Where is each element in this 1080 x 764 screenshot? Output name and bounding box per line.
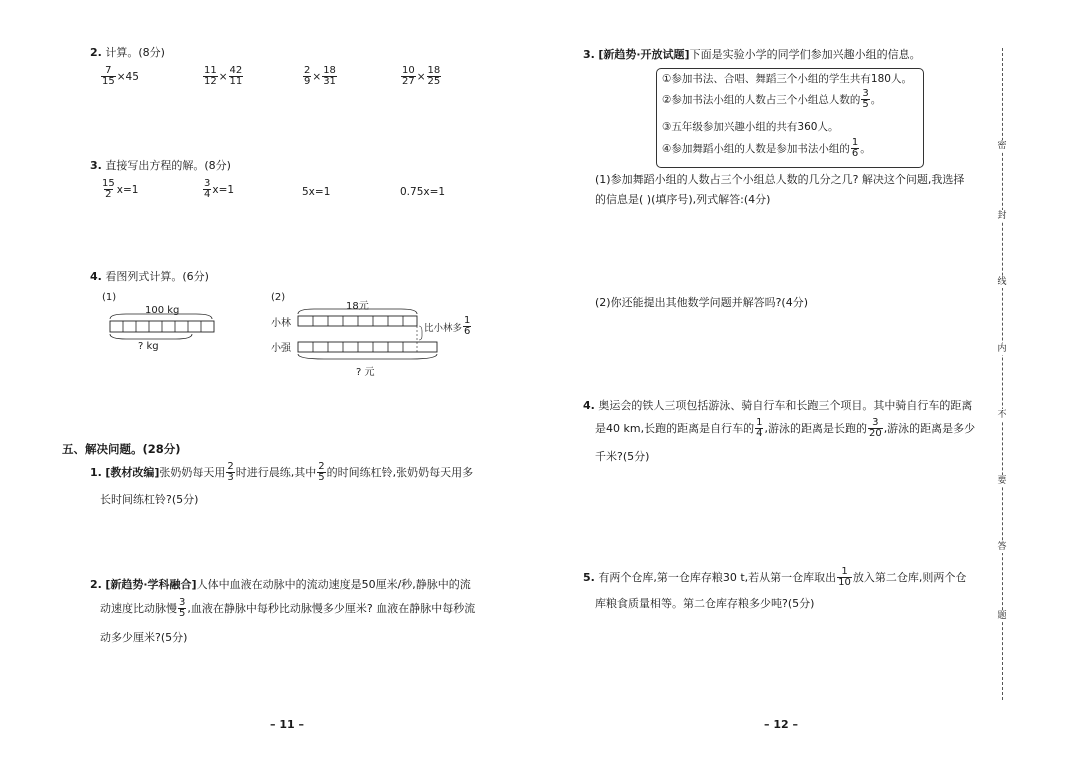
problem-2-line-2 [100, 598, 475, 619]
numerator: 42 [229, 65, 243, 76]
numerator: 18 [427, 65, 441, 76]
numerator: 2 [304, 65, 311, 76]
fraction [178, 598, 186, 619]
denominator: 11 [229, 76, 243, 87]
diagram-2-bottom-label: ? 元 [356, 367, 375, 378]
numerator: 7 [105, 65, 112, 76]
question-2-title [90, 45, 165, 61]
fraction [401, 66, 416, 87]
problem-text: 有两个仓库,第一仓库存粮30 t,若从第一仓库取出 [598, 570, 837, 584]
binding-char: 线 [997, 277, 1007, 287]
equation-rest: x=1 [212, 183, 235, 196]
problem-1-line-1 [90, 462, 473, 483]
fraction [101, 179, 116, 200]
equation-item-4: 0.75x=1 [400, 186, 446, 198]
right-question-4-line-1 [583, 398, 972, 414]
question-3-title [90, 158, 231, 174]
denominator: 6 [851, 148, 859, 159]
fraction [463, 316, 471, 337]
fraction [322, 66, 337, 87]
problem-text: ,游泳的距离是多少 [883, 421, 976, 435]
problem-text: ,游泳的距离是长跑的 [764, 421, 867, 435]
operator: ×45 [116, 70, 139, 83]
operator: × [416, 70, 426, 83]
section-5-heading: 五、解决问题。(28分) [62, 442, 181, 456]
fraction [837, 567, 852, 588]
problem-text: ,血液在静脉中每秒比动脉慢多少厘米? 血液在静脉中每秒流 [187, 601, 476, 615]
binding-char: 内 [997, 344, 1007, 354]
fraction [303, 66, 311, 87]
info-text: ②参加书法小组的人数占三个小组总人数的 [662, 94, 861, 106]
question-tag: [新趋势·学科融合] [105, 578, 197, 591]
denominator: 5 [862, 99, 869, 110]
fraction [427, 66, 442, 87]
numerator: 3 [179, 597, 186, 608]
diagram-1-top-label: 100 kg [145, 305, 180, 316]
question-text: 看图列式计算。(6分) [105, 270, 209, 283]
problem-text: 时进行晨练,其中 [235, 465, 317, 479]
numerator: 3 [872, 417, 879, 428]
denominator: 5 [179, 608, 186, 619]
diagram-2-label: (2) [271, 292, 286, 303]
diagram-2-note [424, 316, 472, 337]
denominator: 5 [318, 472, 325, 483]
denominator: 6 [464, 326, 471, 337]
info-line-4 [662, 138, 871, 159]
sub-question-1-line-2: 的信息是( )(填序号),列式解答:(4分) [595, 193, 771, 206]
question-number: 3. [583, 48, 595, 61]
problem-text: 人体中血液在动脉中的流动速度是50厘米/秒,静脉中的流 [196, 578, 471, 591]
denominator: 25 [427, 76, 441, 87]
denominator: 3 [227, 472, 234, 483]
calc-item-3 [302, 66, 338, 87]
denominator: 10 [838, 577, 851, 588]
operator: × [218, 70, 228, 83]
fraction [226, 462, 234, 483]
denominator: 4 [756, 428, 763, 439]
question-text: 直接写出方程的解。(8分) [105, 159, 231, 172]
page-number-left: – 11 – [270, 718, 304, 731]
numerator: 15 [102, 178, 115, 189]
question-text: 下面是实验小学的同学们参加兴趣小组的信息。 [689, 48, 921, 61]
denominator: 20 [868, 428, 882, 439]
numerator: 11 [204, 65, 217, 76]
question-number: 4. [90, 270, 102, 283]
calc-item-4 [400, 66, 442, 87]
numerator: 10 [402, 65, 415, 76]
fraction [868, 418, 883, 439]
diagram-2-top-label: 18元 [346, 301, 369, 312]
fraction [851, 138, 859, 159]
sub-question-1-line-1: (1)参加舞蹈小组的人数占三个小组总人数的几分之几? 解决这个问题,我选择 [595, 173, 965, 186]
problem-text: 张奶奶每天用 [159, 465, 226, 479]
binding-char: 不 [997, 410, 1007, 420]
problem-text: 的时间练杠铃,张奶奶每天用多 [326, 465, 474, 479]
equation-item-2 [202, 179, 234, 200]
problem-text: 动速度比动脉慢 [100, 601, 177, 615]
info-text-end: 。 [860, 143, 871, 155]
problem-2-line-1 [90, 577, 471, 593]
numerator: 18 [323, 65, 336, 76]
question-4-title [90, 269, 209, 285]
fraction [203, 66, 218, 87]
problem-text: 奥运会的铁人三项包括游泳、骑自行车和长跑三个项目。其中骑自行车的距离 [598, 399, 973, 412]
diagram-1-label: (1) [102, 292, 117, 303]
info-line-1 [662, 71, 912, 86]
denominator: 31 [323, 76, 336, 87]
equation-item-1 [100, 179, 138, 200]
fraction [317, 462, 325, 483]
info-text: ④参加舞蹈小组的人数是参加书法小组的 [662, 143, 850, 155]
right-question-3-title [583, 47, 921, 63]
diagram-1-bar [106, 312, 218, 344]
info-text: ③五年级参加兴趣小组的共有360人。 [662, 121, 839, 133]
right-question-4-line-3: 千米?(5分) [595, 450, 650, 463]
fraction [101, 66, 116, 87]
problem-1-line-2: 长时间练杠铃?(5分) [100, 493, 199, 506]
question-text: 计算。(8分) [105, 46, 165, 59]
denominator: 15 [102, 76, 115, 87]
numerator: 1 [851, 137, 859, 148]
page-number-right: – 12 – [764, 718, 798, 731]
numerator: 1 [464, 315, 471, 326]
numerator: 3 [862, 88, 869, 99]
info-line-2 [662, 89, 881, 110]
numerator: 1 [841, 566, 848, 577]
question-number: 4. [583, 399, 595, 412]
binding-char: 要 [997, 476, 1007, 486]
question-number: 2. [90, 578, 102, 591]
question-number: 3. [90, 159, 102, 172]
info-text-end: 。 [870, 94, 882, 106]
row-label-xiaoqiang: 小强 [271, 343, 291, 354]
binding-char: 密 [997, 141, 1007, 151]
equation-rest: x=1 [116, 183, 139, 196]
equation-item-3: 5x=1 [302, 186, 331, 198]
fraction [861, 89, 869, 110]
info-line-3 [662, 119, 838, 134]
numerator: 3 [204, 178, 211, 189]
question-tag: [新趋势·开放试题] [598, 48, 690, 61]
right-question-4-line-2 [595, 418, 975, 439]
question-number: 5. [583, 570, 595, 584]
right-question-5-line-2: 库粮食质量相等。第二仓库存粮多少吨?(5分) [595, 597, 815, 610]
question-number: 1. [90, 465, 102, 479]
diagram-1-bottom-label: ? kg [138, 341, 159, 352]
binding-char: 封 [997, 211, 1007, 221]
operator: × [312, 70, 322, 83]
problem-text: 放入第二仓库,则两个仓 [852, 570, 967, 584]
note-text: 比小林多 [424, 322, 463, 334]
diagram-2-bars [294, 306, 442, 366]
calc-item-2 [202, 66, 244, 87]
row-label-xiaolin: 小林 [271, 318, 291, 329]
denominator: 12 [204, 76, 217, 87]
calc-item-1 [100, 66, 139, 87]
sub-question-2: (2)你还能提出其他数学问题并解答吗?(4分) [595, 296, 809, 309]
numerator: 2 [318, 461, 325, 472]
denominator: 9 [304, 76, 311, 87]
binding-char: 答 [997, 542, 1007, 552]
denominator: 2 [105, 189, 112, 200]
fraction [203, 179, 211, 200]
right-question-5-line-1 [583, 567, 966, 588]
fraction [229, 66, 244, 87]
numerator: 2 [227, 461, 234, 472]
question-number: 2. [90, 46, 102, 59]
fraction [755, 418, 763, 439]
denominator: 4 [204, 189, 211, 200]
question-tag: [教材改编] [105, 465, 160, 479]
problem-text: 是40 km,长跑的距离是自行车的 [595, 421, 755, 435]
denominator: 27 [402, 76, 415, 87]
info-text: ①参加书法、合唱、舞蹈三个小组的学生共有180人。 [662, 73, 912, 85]
binding-char: 题 [997, 611, 1007, 621]
numerator: 1 [756, 417, 763, 428]
problem-2-line-3: 动多少厘米?(5分) [100, 631, 188, 644]
